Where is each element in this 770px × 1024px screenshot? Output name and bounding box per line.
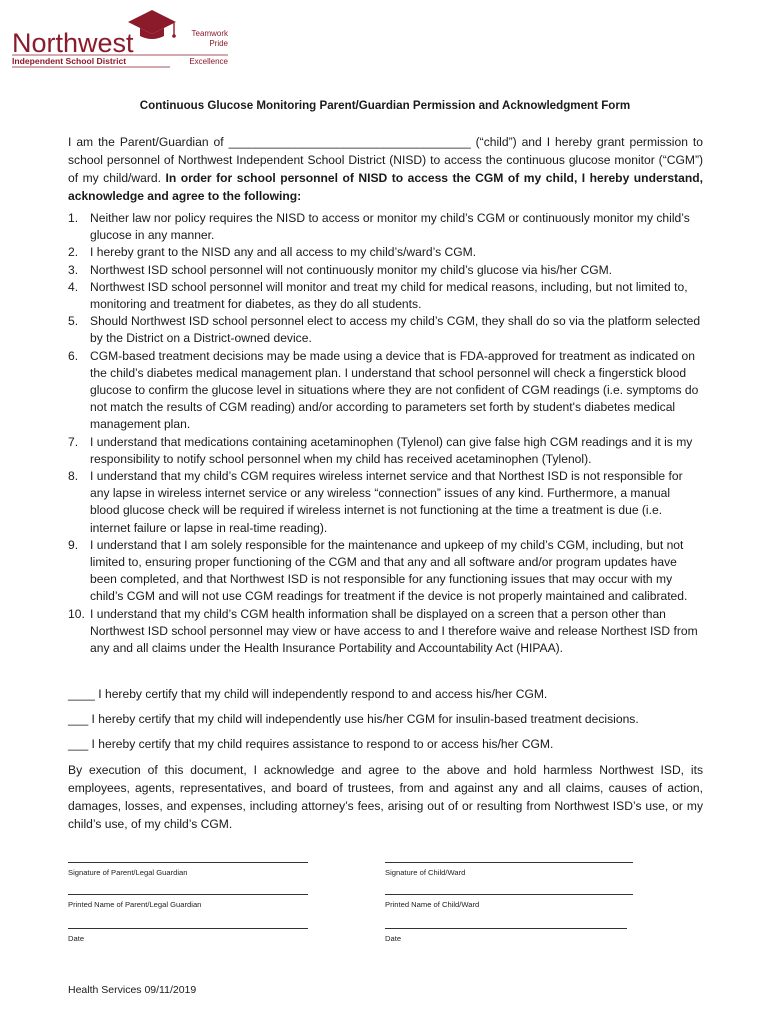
logo-name: Northwest [12, 28, 134, 58]
list-item [68, 262, 703, 279]
list-item-text: I hereby grant to the NISD any and all access to my child’s/ward’s CGM. [90, 245, 477, 260]
list-item-text: Northwest ISD school personnel will monitor and treat my child for medical reasons, including, but not limited to, monitoring and treatment for diabetes, as they do all students. [90, 279, 688, 312]
logo-word-teamwork: Teamwork [191, 29, 228, 38]
child-signature-line[interactable] [385, 862, 633, 863]
certify-independent-insulin[interactable]: ___ I hereby certify that my child will independently use his/her CGM for insulin-based treatment decisions. [68, 712, 639, 726]
list-item [68, 348, 703, 434]
form-title: Continuous Glucose Monitoring Parent/Guardian Permission and Acknowledgment Form [139, 99, 631, 112]
list-item [68, 468, 703, 537]
intro-bold-text: In order for school personnel of NISD to access the CGM of my child, I hereby understand, acknowledge and agree to the following: [68, 171, 703, 203]
child-signature-label: Signature of Child/Ward [385, 868, 466, 877]
list-item-number: 2. [68, 245, 79, 260]
child-name-line[interactable] [385, 894, 633, 895]
parent-signature-line[interactable] [68, 862, 308, 863]
parent-signature-label: Signature of Parent/Legal Guardian [68, 868, 188, 877]
parent-name-line[interactable] [68, 894, 308, 895]
certify-independent-respond[interactable]: ____ I hereby certify that my child will independently respond to and access his/her CGM. [68, 687, 548, 701]
date-label-right: Date [385, 934, 402, 943]
list-item-number: 6. [68, 348, 79, 363]
list-item [68, 279, 703, 313]
list-item-number: 4. [68, 279, 79, 294]
list-item-text: I understand that my child’s CGM requires wireless internet service and that Northest ISD is not responsible for any lapse in wireless internet service or any wireless “connection” issues of any kind. Furthermore, a manual blood glucose check will be required if wireless internet is not functioning at the time a treatment is due (i.e. internet failure or lapse in real-time reading). [90, 469, 683, 535]
list-item-number: 5. [68, 314, 79, 329]
list-item-text: Should Northwest ISD school personnel elect to access my child’s CGM, they shall do so via the platform selected by the District on a District-owned device. [90, 314, 701, 346]
list-item [68, 244, 703, 261]
list-item-text: Neither law nor policy requires the NISD to access or monitor my child’s CGM or continuously monitor my child’s glucose in any manner. [90, 211, 690, 243]
list-item-number: 8. [68, 469, 79, 484]
list-item-text: I understand that my child’s CGM health information shall be displayed on a screen that a person other than Northwest ISD school personnel may view or have access to and I therefore waive and release Northest ISD from any and all claims under the Health Insurance Portability and Accountability Act (HIPAA). [90, 606, 698, 656]
intro-text: I am the Parent/Guardian of ____________________________________ (“child”) and I hereby grant permission to school personnel of Northwest Independent School District (NISD) to access the continuous glucose monitor (“CGM”) of my child/ward. [68, 135, 703, 185]
child-name-label: Printed Name of Child/Ward [385, 900, 480, 909]
list-item-text: Northwest ISD school personnel will not continuously monitor my child’s glucose via his/her CGM. [90, 262, 613, 277]
date-line-right[interactable] [385, 928, 627, 929]
intro-paragraph [68, 133, 703, 205]
graduation-cap-icon [128, 10, 176, 39]
logo-subtitle: Independent School District [12, 56, 127, 66]
logo-word-excellence: Excellence [189, 57, 228, 66]
list-item [68, 434, 703, 468]
parent-name-label: Printed Name of Parent/Legal Guardian [68, 900, 202, 909]
district-logo [10, 6, 232, 70]
date-line-left[interactable] [68, 928, 308, 929]
acknowledgment-list [68, 210, 703, 657]
footer-text: Health Services 09/11/2019 [68, 984, 197, 996]
list-item-text: CGM-based treatment decisions may be made using a device that is FDA-approved for treatment as indicated on the child’s diabetes medical management plan. I understand that school personnel will check a fingerstick blood glucose to confirm the glucose level in situations where they are not confident of CGM readings (i.e. symptoms do not match the results of CGM reading) and/or according to parameters set forth by student's diabetes medical management plan. [90, 348, 699, 432]
certify-requires-assistance[interactable]: ___ I hereby certify that my child requires assistance to respond to or access his/her CGM. [68, 737, 554, 751]
list-item-number: 10. [68, 606, 85, 621]
list-item [68, 210, 703, 244]
list-item-text: I understand that I am solely responsible for the maintenance and upkeep of my child’s CGM, including, but not limited to, ensuring proper functioning of the CGM and that any and all software and/or program updates have been completed, and that Northwest ISD is not responsible for any functioning issues that may occur with my child’s CGM and will not use CGM readings for treatment if the device is not properly maintained and calibrated. [90, 537, 688, 604]
list-item [68, 606, 703, 658]
list-item [68, 537, 703, 606]
list-item-number: 3. [68, 262, 79, 277]
list-item [68, 313, 703, 347]
list-item-number: 9. [68, 537, 79, 552]
date-label-left: Date [68, 934, 85, 943]
list-item-text: I understand that medications containing acetaminophen (Tylenol) can give false high CGM readings and it is my responsibility to notify school personnel when my child has received acetaminophen (Tylenol). [90, 434, 693, 466]
list-item-number: 1. [68, 211, 79, 225]
list-item-number: 7. [68, 434, 79, 449]
logo-word-pride: Pride [209, 39, 228, 48]
closing-paragraph: By execution of this document, I acknowledge and agree to the above and hold harmless Northwest ISD, its employees, agents, representatives, and board of trustees, from and against any and all claims, causes of action, damages, losses, and expenses, including attorney’s fees, arising out of or resulting from Northwest ISD’s use, or my child’s use, of my child’s CGM. [68, 763, 703, 831]
